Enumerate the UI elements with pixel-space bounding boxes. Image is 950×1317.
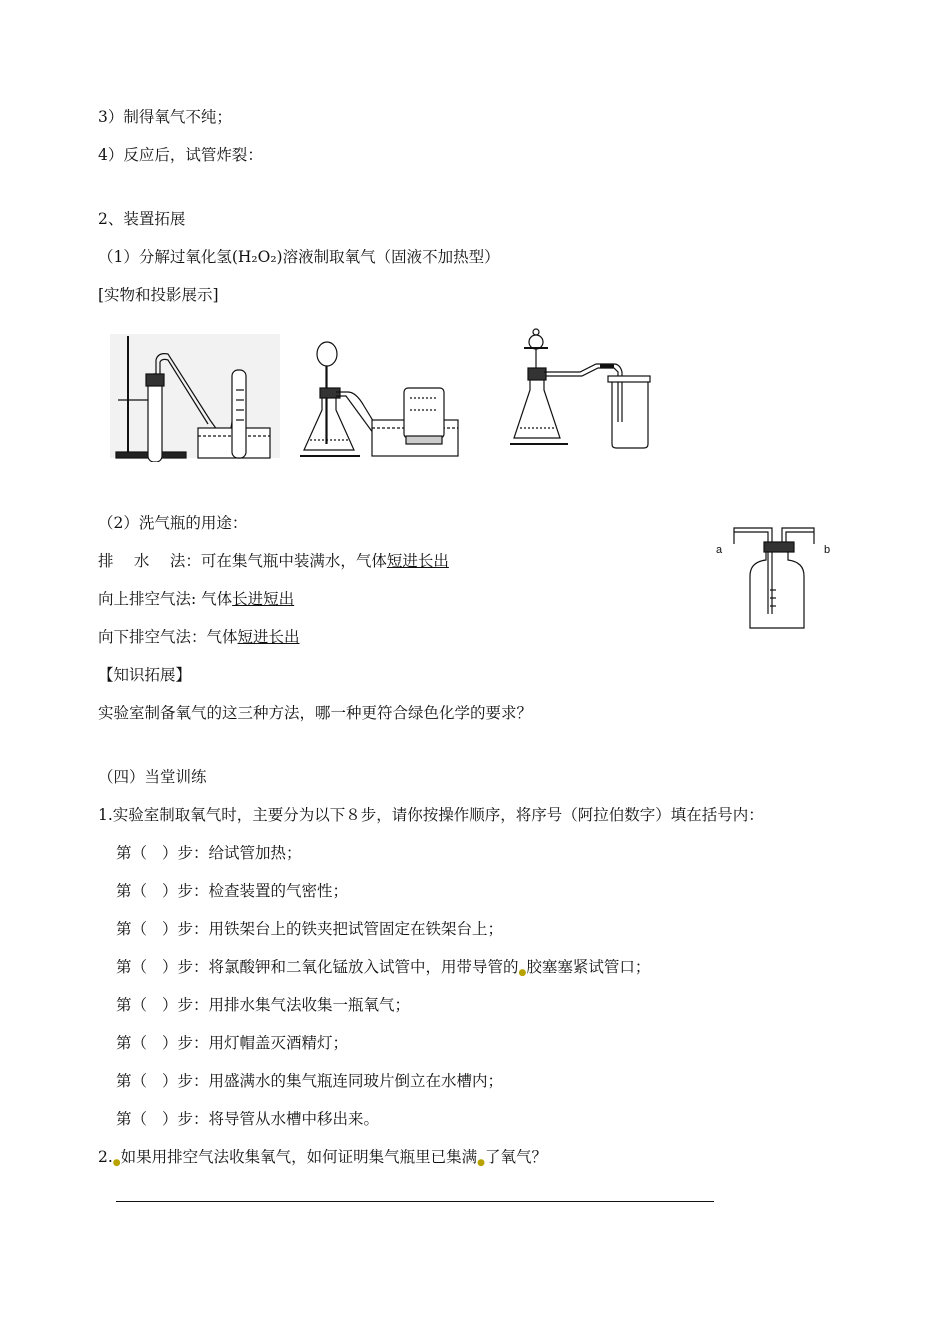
line-demo: [实物和投影展示]: [98, 286, 219, 304]
step-blank[interactable]: 第（: [116, 996, 148, 1014]
line-wash-bottle-use: （2）洗气瓶的用途：: [98, 514, 248, 532]
question-2: [98, 1147, 547, 1173]
step-6: [116, 1033, 348, 1053]
question-1: 1.实验室制取氧气时，主要分为以下８步，请你按操作顺序，将序号（阿拉伯数字）填在括号内：: [98, 806, 764, 824]
step-text: ）步：用盛满水的集气瓶连同玻片倒立在水槽内；: [162, 1072, 504, 1090]
step-text: ）步：用铁架台上的铁夹把试管固定在铁架台上；: [162, 920, 504, 938]
step-8: [116, 1109, 379, 1129]
line-impure-oxygen: 3）制得氧气不纯；: [98, 108, 232, 126]
step-text-tail: 胶塞塞紧试管口；: [526, 958, 651, 976]
step-text: ）步：用排水集气法收集一瓶氧气；: [162, 996, 411, 1014]
step-text: ）步：将氯酸钾和二氧化锰放入试管中，用带导管的: [162, 958, 519, 976]
step-text: ）步：用灯帽盖灭酒精灯；: [162, 1034, 349, 1052]
apparatus-figure-2: [300, 340, 470, 462]
label-a: a: [716, 544, 723, 556]
step-5: [116, 995, 410, 1015]
section-knowledge-extension: 【知识拓展】: [98, 666, 192, 684]
upward-air-answer: 长进短出: [232, 590, 295, 608]
question-2-text-tail: 了氧气？: [485, 1148, 548, 1166]
water-displacement-answer: 短进长出: [386, 552, 449, 570]
step-blank[interactable]: 第（: [116, 1110, 148, 1128]
step-blank[interactable]: 第（: [116, 920, 148, 938]
step-2: [116, 881, 348, 901]
downward-air-answer: 短进长出: [237, 628, 300, 646]
step-7: [116, 1071, 503, 1091]
mark-dot: ●: [518, 968, 527, 978]
section-in-class-exercise: （四）当堂训练: [98, 768, 207, 786]
wash-bottle-figure: [710, 520, 840, 632]
line-green-chemistry-question: 实验室制备氧气的这三种方法，哪一种更符合绿色化学的要求？: [98, 704, 533, 722]
apparatus-figure-1: [110, 330, 280, 462]
step-blank[interactable]: 第（: [116, 1034, 148, 1052]
upward-air-text: 向上排空气法: 气体: [98, 590, 233, 608]
water-displacement-text: 排 水 法：可在集气瓶中装满水，气体: [98, 552, 387, 570]
step-4: [116, 957, 650, 983]
line-water-displacement: [98, 551, 449, 571]
line-downward-air: [98, 627, 300, 647]
section-apparatus-extension: 2、装置拓展: [98, 210, 186, 228]
line-tube-crack: 4）反应后，试管炸裂：: [98, 146, 263, 164]
question-2-text: 如果用排空气法收集氧气，如何证明集气瓶里已集满: [120, 1148, 478, 1166]
answer-line[interactable]: [116, 1201, 714, 1202]
step-text: ）步：将导管从水槽中移出来。: [162, 1110, 380, 1128]
step-text: ）步：给试管加热；: [162, 844, 302, 862]
apparatus-figure-3: [510, 328, 670, 452]
mark-dot: ●: [112, 1158, 121, 1168]
step-blank[interactable]: 第（: [116, 882, 148, 900]
line-h2o2-method: （1）分解过氧化氢(H₂O₂)溶液制取氧气（固液不加热型）: [98, 248, 500, 266]
step-1: [116, 843, 302, 863]
mark-dot: ●: [477, 1158, 486, 1168]
line-upward-air: [98, 589, 294, 609]
step-3: [116, 919, 503, 939]
step-blank[interactable]: 第（: [116, 844, 148, 862]
question-2-number: 2.: [98, 1148, 113, 1166]
step-blank[interactable]: 第（: [116, 958, 148, 976]
step-blank[interactable]: 第（: [116, 1072, 148, 1090]
downward-air-text: 向下排空气法：气体: [98, 628, 238, 646]
step-text: ）步：检查装置的气密性；: [162, 882, 349, 900]
label-b: b: [824, 544, 831, 556]
